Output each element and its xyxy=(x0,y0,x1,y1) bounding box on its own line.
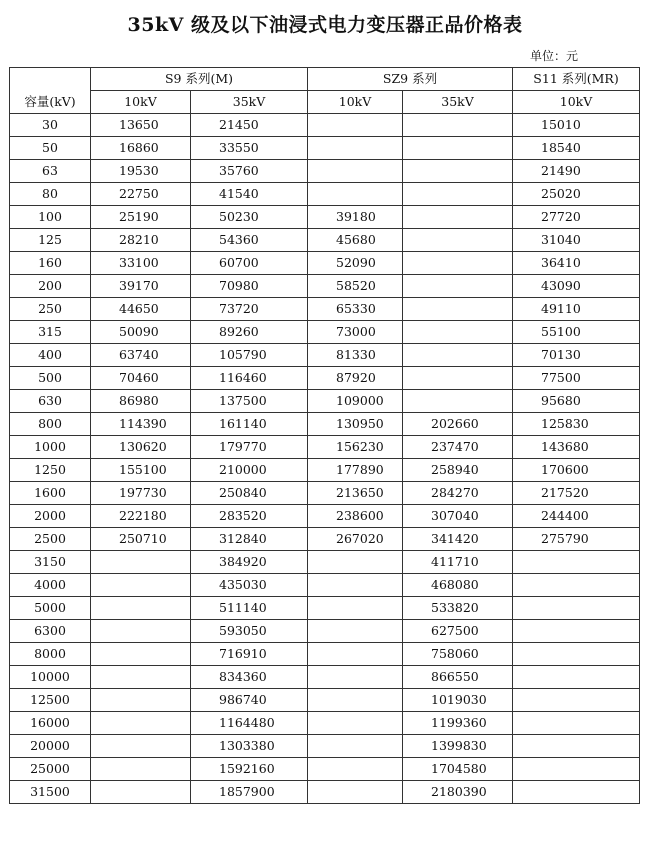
cell-s9-10kv: 25190 xyxy=(91,206,191,229)
cell-s9-35kv: 41540 xyxy=(191,183,308,206)
cell-s11-10kv: 70130 xyxy=(513,344,640,367)
cell-s9-35kv: 70980 xyxy=(191,275,308,298)
cell-s9-35kv: 435030 xyxy=(191,574,308,597)
cell-s9-10kv: 19530 xyxy=(91,160,191,183)
cell-sz9-10kv xyxy=(308,666,403,689)
cell-capacity: 1250 xyxy=(10,459,91,482)
cell-s11-10kv: 143680 xyxy=(513,436,640,459)
table-row xyxy=(10,252,640,275)
cell-s9-35kv: 73720 xyxy=(191,298,308,321)
cell-s9-35kv: 384920 xyxy=(191,551,308,574)
cell-sz9-35kv: 866550 xyxy=(403,666,513,689)
cell-sz9-10kv: 45680 xyxy=(308,229,403,252)
cell-s11-10kv xyxy=(513,689,640,712)
cell-s9-10kv: 155100 xyxy=(91,459,191,482)
table-row xyxy=(10,482,640,505)
table-row xyxy=(10,413,640,436)
header-s11-10kv: 10kV xyxy=(513,91,640,114)
cell-s9-10kv: 86980 xyxy=(91,390,191,413)
cell-sz9-35kv xyxy=(403,160,513,183)
cell-s9-35kv: 1303380 xyxy=(191,735,308,758)
cell-s11-10kv: 31040 xyxy=(513,229,640,252)
cell-capacity: 16000 xyxy=(10,712,91,735)
table-row xyxy=(10,183,640,206)
cell-capacity: 12500 xyxy=(10,689,91,712)
cell-sz9-35kv: 758060 xyxy=(403,643,513,666)
table-row xyxy=(10,390,640,413)
cell-s11-10kv xyxy=(513,735,640,758)
cell-sz9-10kv: 156230 xyxy=(308,436,403,459)
cell-sz9-35kv: 468080 xyxy=(403,574,513,597)
cell-s9-35kv: 33550 xyxy=(191,137,308,160)
table-row xyxy=(10,321,640,344)
cell-s9-35kv: 834360 xyxy=(191,666,308,689)
cell-s9-10kv xyxy=(91,781,191,804)
cell-s9-35kv: 716910 xyxy=(191,643,308,666)
table-row xyxy=(10,620,640,643)
cell-s9-35kv: 137500 xyxy=(191,390,308,413)
cell-s9-10kv: 44650 xyxy=(91,298,191,321)
cell-sz9-10kv xyxy=(308,160,403,183)
cell-sz9-35kv: 411710 xyxy=(403,551,513,574)
cell-capacity: 80 xyxy=(10,183,91,206)
cell-sz9-10kv: 65330 xyxy=(308,298,403,321)
cell-capacity: 250 xyxy=(10,298,91,321)
cell-sz9-10kv xyxy=(308,712,403,735)
cell-sz9-35kv xyxy=(403,183,513,206)
table-row xyxy=(10,597,640,620)
table-row xyxy=(10,229,640,252)
cell-s11-10kv: 43090 xyxy=(513,275,640,298)
cell-sz9-35kv: 284270 xyxy=(403,482,513,505)
cell-sz9-35kv xyxy=(403,390,513,413)
cell-sz9-10kv: 130950 xyxy=(308,413,403,436)
cell-s11-10kv xyxy=(513,574,640,597)
cell-s11-10kv: 125830 xyxy=(513,413,640,436)
cell-s9-35kv: 89260 xyxy=(191,321,308,344)
cell-s9-10kv xyxy=(91,643,191,666)
cell-sz9-10kv xyxy=(308,137,403,160)
table-row xyxy=(10,551,640,574)
table-row xyxy=(10,643,640,666)
cell-capacity: 160 xyxy=(10,252,91,275)
cell-s9-10kv: 130620 xyxy=(91,436,191,459)
cell-s11-10kv: 275790 xyxy=(513,528,640,551)
cell-s9-35kv: 179770 xyxy=(191,436,308,459)
cell-sz9-10kv xyxy=(308,183,403,206)
cell-s9-10kv: 22750 xyxy=(91,183,191,206)
header-sz9-35kv: 35kV xyxy=(403,91,513,114)
cell-s9-35kv: 1857900 xyxy=(191,781,308,804)
cell-s11-10kv: 27720 xyxy=(513,206,640,229)
cell-capacity: 20000 xyxy=(10,735,91,758)
cell-sz9-10kv xyxy=(308,643,403,666)
cell-capacity: 315 xyxy=(10,321,91,344)
cell-s9-35kv: 250840 xyxy=(191,482,308,505)
header-s9-series: S9 系列(M) xyxy=(91,68,308,91)
cell-capacity: 25000 xyxy=(10,758,91,781)
cell-sz9-35kv xyxy=(403,137,513,160)
cell-s9-10kv xyxy=(91,712,191,735)
cell-s9-35kv: 116460 xyxy=(191,367,308,390)
cell-s11-10kv: 49110 xyxy=(513,298,640,321)
cell-capacity: 5000 xyxy=(10,597,91,620)
cell-capacity: 500 xyxy=(10,367,91,390)
cell-sz9-10kv xyxy=(308,597,403,620)
cell-sz9-10kv xyxy=(308,689,403,712)
cell-sz9-10kv xyxy=(308,620,403,643)
cell-s9-35kv: 210000 xyxy=(191,459,308,482)
cell-sz9-10kv xyxy=(308,735,403,758)
cell-sz9-10kv xyxy=(308,551,403,574)
cell-s9-10kv: 16860 xyxy=(91,137,191,160)
table-row xyxy=(10,344,640,367)
cell-capacity: 1600 xyxy=(10,482,91,505)
table-row xyxy=(10,758,640,781)
cell-s9-10kv: 250710 xyxy=(91,528,191,551)
cell-sz9-10kv: 87920 xyxy=(308,367,403,390)
table-row xyxy=(10,666,640,689)
cell-s11-10kv xyxy=(513,597,640,620)
table-row xyxy=(10,528,640,551)
cell-s9-10kv: 13650 xyxy=(91,114,191,137)
cell-sz9-35kv xyxy=(403,321,513,344)
cell-s9-35kv: 21450 xyxy=(191,114,308,137)
cell-sz9-35kv xyxy=(403,367,513,390)
header-sz9-10kv: 10kV xyxy=(308,91,403,114)
cell-s11-10kv: 15010 xyxy=(513,114,640,137)
header-s9-10kv: 10kV xyxy=(91,91,191,114)
cell-s9-10kv xyxy=(91,597,191,620)
cell-sz9-35kv xyxy=(403,344,513,367)
cell-sz9-10kv: 39180 xyxy=(308,206,403,229)
cell-s11-10kv xyxy=(513,551,640,574)
cell-capacity: 4000 xyxy=(10,574,91,597)
cell-s9-10kv: 114390 xyxy=(91,413,191,436)
cell-s9-10kv: 197730 xyxy=(91,482,191,505)
cell-sz9-35kv xyxy=(403,206,513,229)
cell-capacity: 50 xyxy=(10,137,91,160)
cell-s9-35kv: 1592160 xyxy=(191,758,308,781)
cell-sz9-35kv: 258940 xyxy=(403,459,513,482)
table-row xyxy=(10,137,640,160)
table-row xyxy=(10,298,640,321)
cell-capacity: 3150 xyxy=(10,551,91,574)
cell-s9-10kv: 222180 xyxy=(91,505,191,528)
cell-s9-10kv: 70460 xyxy=(91,367,191,390)
cell-capacity: 30 xyxy=(10,114,91,137)
cell-s9-10kv xyxy=(91,689,191,712)
header-sz9-series: SZ9 系列 xyxy=(308,68,513,91)
cell-capacity: 63 xyxy=(10,160,91,183)
cell-capacity: 125 xyxy=(10,229,91,252)
table-row xyxy=(10,735,640,758)
cell-sz9-35kv: 1399830 xyxy=(403,735,513,758)
cell-s9-10kv: 50090 xyxy=(91,321,191,344)
cell-s11-10kv: 244400 xyxy=(513,505,640,528)
table-row xyxy=(10,367,640,390)
cell-capacity: 400 xyxy=(10,344,91,367)
cell-sz9-10kv: 267020 xyxy=(308,528,403,551)
cell-s9-10kv: 33100 xyxy=(91,252,191,275)
cell-sz9-35kv: 533820 xyxy=(403,597,513,620)
cell-s11-10kv: 95680 xyxy=(513,390,640,413)
table-row xyxy=(10,114,640,137)
cell-sz9-35kv: 1704580 xyxy=(403,758,513,781)
table-row xyxy=(10,505,640,528)
cell-s9-10kv xyxy=(91,735,191,758)
table-row xyxy=(10,160,640,183)
cell-s11-10kv: 25020 xyxy=(513,183,640,206)
cell-s9-10kv: 39170 xyxy=(91,275,191,298)
cell-sz9-35kv: 341420 xyxy=(403,528,513,551)
cell-s11-10kv xyxy=(513,643,640,666)
cell-sz9-10kv: 213650 xyxy=(308,482,403,505)
cell-s11-10kv: 217520 xyxy=(513,482,640,505)
cell-sz9-10kv: 52090 xyxy=(308,252,403,275)
cell-s11-10kv xyxy=(513,758,640,781)
cell-s11-10kv: 55100 xyxy=(513,321,640,344)
cell-sz9-35kv: 2180390 xyxy=(403,781,513,804)
cell-sz9-35kv: 202660 xyxy=(403,413,513,436)
table-row xyxy=(10,436,640,459)
cell-s9-35kv: 986740 xyxy=(191,689,308,712)
cell-sz9-10kv xyxy=(308,114,403,137)
header-capacity: 容量(kV) xyxy=(10,68,91,114)
cell-capacity: 10000 xyxy=(10,666,91,689)
cell-capacity: 200 xyxy=(10,275,91,298)
cell-s9-35kv: 54360 xyxy=(191,229,308,252)
cell-s9-35kv: 1164480 xyxy=(191,712,308,735)
table-row xyxy=(10,206,640,229)
table-body xyxy=(10,114,640,804)
cell-s9-10kv xyxy=(91,574,191,597)
cell-s9-10kv: 63740 xyxy=(91,344,191,367)
cell-s9-10kv: 28210 xyxy=(91,229,191,252)
cell-capacity: 2500 xyxy=(10,528,91,551)
cell-sz9-10kv xyxy=(308,758,403,781)
cell-s9-35kv: 312840 xyxy=(191,528,308,551)
cell-sz9-35kv xyxy=(403,298,513,321)
cell-s9-10kv xyxy=(91,620,191,643)
cell-s9-35kv: 283520 xyxy=(191,505,308,528)
cell-sz9-35kv: 1019030 xyxy=(403,689,513,712)
cell-sz9-35kv xyxy=(403,275,513,298)
cell-s11-10kv xyxy=(513,666,640,689)
cell-sz9-10kv: 238600 xyxy=(308,505,403,528)
cell-s9-35kv: 35760 xyxy=(191,160,308,183)
cell-s11-10kv xyxy=(513,712,640,735)
cell-sz9-35kv: 307040 xyxy=(403,505,513,528)
cell-capacity: 6300 xyxy=(10,620,91,643)
cell-sz9-35kv: 627500 xyxy=(403,620,513,643)
table-row xyxy=(10,574,640,597)
cell-sz9-10kv: 109000 xyxy=(308,390,403,413)
cell-sz9-10kv: 177890 xyxy=(308,459,403,482)
cell-capacity: 2000 xyxy=(10,505,91,528)
cell-capacity: 31500 xyxy=(10,781,91,804)
cell-s9-10kv xyxy=(91,551,191,574)
table-row xyxy=(10,781,640,804)
cell-sz9-35kv: 237470 xyxy=(403,436,513,459)
page-title: 35kV 级及以下油浸式电力变压器正品价格表 xyxy=(127,14,523,36)
cell-s11-10kv: 21490 xyxy=(513,160,640,183)
cell-s9-35kv: 105790 xyxy=(191,344,308,367)
cell-sz9-10kv: 81330 xyxy=(308,344,403,367)
table-row xyxy=(10,459,640,482)
cell-capacity: 630 xyxy=(10,390,91,413)
cell-s11-10kv: 77500 xyxy=(513,367,640,390)
cell-s9-35kv: 511140 xyxy=(191,597,308,620)
table-row xyxy=(10,689,640,712)
cell-sz9-35kv xyxy=(403,114,513,137)
cell-sz9-10kv: 58520 xyxy=(308,275,403,298)
price-table xyxy=(9,67,640,804)
cell-s9-10kv xyxy=(91,666,191,689)
cell-s9-35kv: 161140 xyxy=(191,413,308,436)
cell-capacity: 800 xyxy=(10,413,91,436)
cell-capacity: 100 xyxy=(10,206,91,229)
table-header-row-series xyxy=(10,68,640,91)
cell-s9-10kv xyxy=(91,758,191,781)
unit-label: 单位：元 xyxy=(530,49,579,63)
cell-s11-10kv: 36410 xyxy=(513,252,640,275)
cell-s11-10kv: 170600 xyxy=(513,459,640,482)
cell-sz9-10kv xyxy=(308,781,403,804)
cell-capacity: 8000 xyxy=(10,643,91,666)
cell-sz9-10kv xyxy=(308,574,403,597)
cell-sz9-10kv: 73000 xyxy=(308,321,403,344)
cell-sz9-35kv xyxy=(403,229,513,252)
table-header-row-voltage xyxy=(10,91,640,114)
cell-s11-10kv xyxy=(513,620,640,643)
header-s9-35kv: 35kV xyxy=(191,91,308,114)
cell-s9-35kv: 50230 xyxy=(191,206,308,229)
cell-s11-10kv xyxy=(513,781,640,804)
cell-s9-35kv: 60700 xyxy=(191,252,308,275)
cell-sz9-35kv: 1199360 xyxy=(403,712,513,735)
cell-s11-10kv: 18540 xyxy=(513,137,640,160)
table-row xyxy=(10,275,640,298)
header-s11-series: S11 系列(MR) xyxy=(513,68,640,91)
cell-s9-35kv: 593050 xyxy=(191,620,308,643)
table-row xyxy=(10,712,640,735)
cell-capacity: 1000 xyxy=(10,436,91,459)
cell-sz9-35kv xyxy=(403,252,513,275)
